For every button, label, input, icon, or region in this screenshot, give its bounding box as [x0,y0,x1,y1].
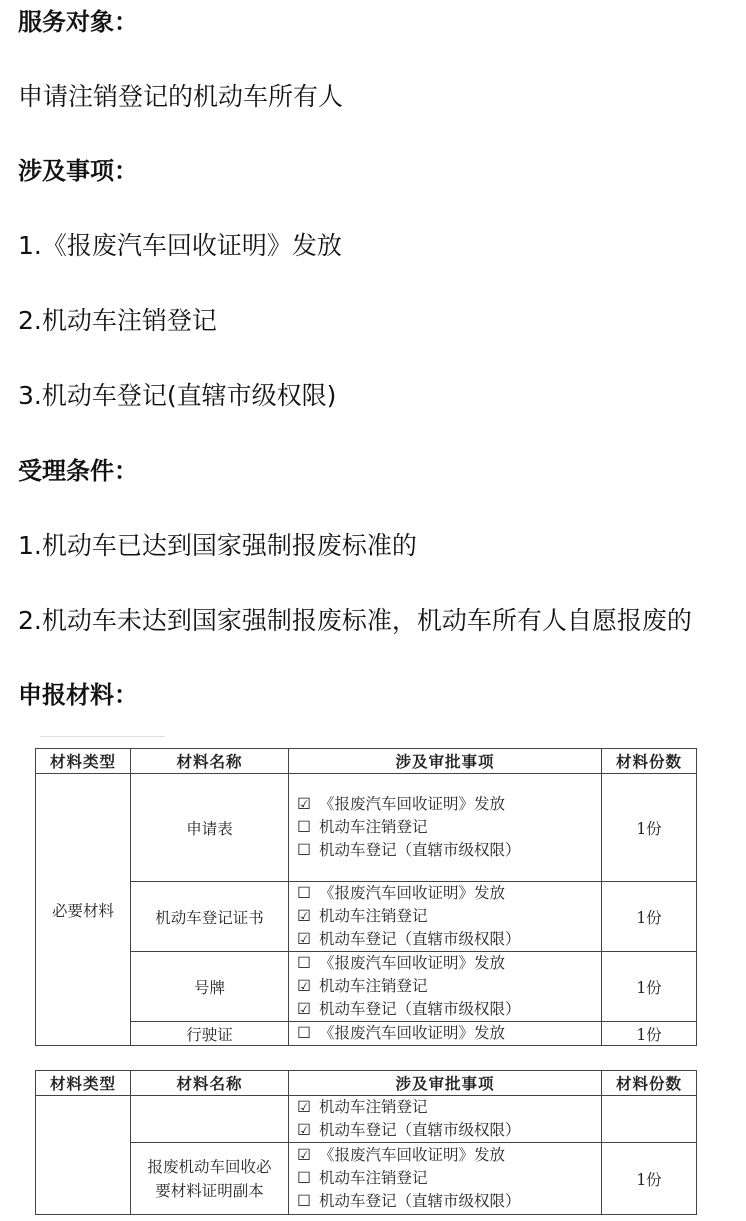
materials-heading: 申报材料： [18,681,138,709]
matter-option: ☑ 机动车登记（直辖市级权限） [297,928,601,951]
matter-option: ☐ 机动车注销登记 [297,1167,601,1190]
checkbox-icon: ☑ [297,795,311,813]
checkbox-icon: ☑ [297,930,311,948]
checkbox-icon: ☑ [297,1146,311,1164]
service-heading: 服务对象： [18,8,138,36]
condition-item: 2.机动车未达到国家强制报废标准，机动车所有人自愿报废的 [18,606,692,635]
checkbox-icon: ☑ [297,1000,311,1018]
header-count: 材料份数 [602,749,697,774]
materials-table-1 [35,748,697,1046]
matter-item: 2.机动车注销登记 [18,306,217,335]
matters-heading: 涉及事项： [18,157,138,185]
material-type [36,1096,131,1215]
material-name: 机动车登记证书 [131,882,289,952]
matter-option: ☐ 《报废汽车回收证明》发放 [297,882,601,905]
matter-list [289,882,602,952]
service-text: 申请注销登记的机动车所有人 [18,82,344,111]
header-count: 材料份数 [602,1071,697,1096]
material-name: 申请表 [131,774,289,882]
header-name: 材料名称 [131,749,289,774]
matter-list [289,1096,602,1143]
matter-option: ☐ 机动车登记（直辖市级权限） [297,1190,601,1213]
matter-option: ☐ 《报废汽车回收证明》发放 [297,1022,601,1045]
matter-option: ☐ 《报废汽车回收证明》发放 [297,952,601,975]
checkbox-icon: ☑ [297,907,311,925]
header-type: 材料类型 [36,1071,131,1096]
checkbox-icon: ☐ [297,1192,311,1210]
material-name: 报废机动车回收必要材料证明副本 [131,1143,289,1215]
materials-table-2 [35,1070,697,1215]
matter-option: ☑ 机动车注销登记 [297,975,601,998]
matter-list [289,952,602,1022]
matter-list [289,774,602,882]
checkbox-icon: ☐ [297,818,311,836]
checkbox-icon: ☑ [297,977,311,995]
matter-option: ☑ 《报废汽车回收证明》发放 [297,793,601,816]
header-name: 材料名称 [131,1071,289,1096]
checkbox-icon: ☐ [297,884,311,902]
header-matters: 涉及审批事项 [289,749,602,774]
checkbox-icon: ☐ [297,1024,311,1042]
matter-item: 1.《报废汽车回收证明》发放 [18,231,342,260]
checkbox-icon: ☐ [297,1169,311,1187]
material-name: 号牌 [131,952,289,1022]
matter-option: ☐ 机动车注销登记 [297,816,601,839]
material-count [602,1096,697,1143]
matter-option: ☐ 机动车登记（直辖市级权限） [297,839,601,862]
material-count: 1份 [602,1022,697,1046]
checkbox-icon: ☐ [297,954,311,972]
checkbox-icon: ☐ [297,841,311,859]
checkbox-icon: ☑ [297,1121,311,1139]
material-count: 1份 [602,952,697,1022]
matter-list [289,1022,602,1046]
material-name: 行驶证 [131,1022,289,1046]
material-count: 1份 [602,882,697,952]
matter-option: ☑ 机动车注销登记 [297,1096,601,1119]
material-name [131,1096,289,1143]
condition-item: 1.机动车已达到国家强制报废标准的 [18,531,417,560]
checkbox-icon: ☑ [297,1098,311,1116]
matter-option: ☑ 机动车注销登记 [297,905,601,928]
material-type: 必要材料 [36,774,131,1046]
divider [40,736,165,737]
matter-option: ☑ 机动车登记（直辖市级权限） [297,1119,601,1142]
conditions-heading: 受理条件： [18,457,138,485]
matter-list [289,1143,602,1215]
matter-option: ☑ 《报废汽车回收证明》发放 [297,1144,601,1167]
matter-option: ☑ 机动车登记（直辖市级权限） [297,998,601,1021]
header-matters: 涉及审批事项 [289,1071,602,1096]
material-count: 1份 [602,1143,697,1215]
material-count: 1份 [602,774,697,882]
matter-item: 3.机动车登记(直辖市级权限) [18,381,337,410]
header-type: 材料类型 [36,749,131,774]
